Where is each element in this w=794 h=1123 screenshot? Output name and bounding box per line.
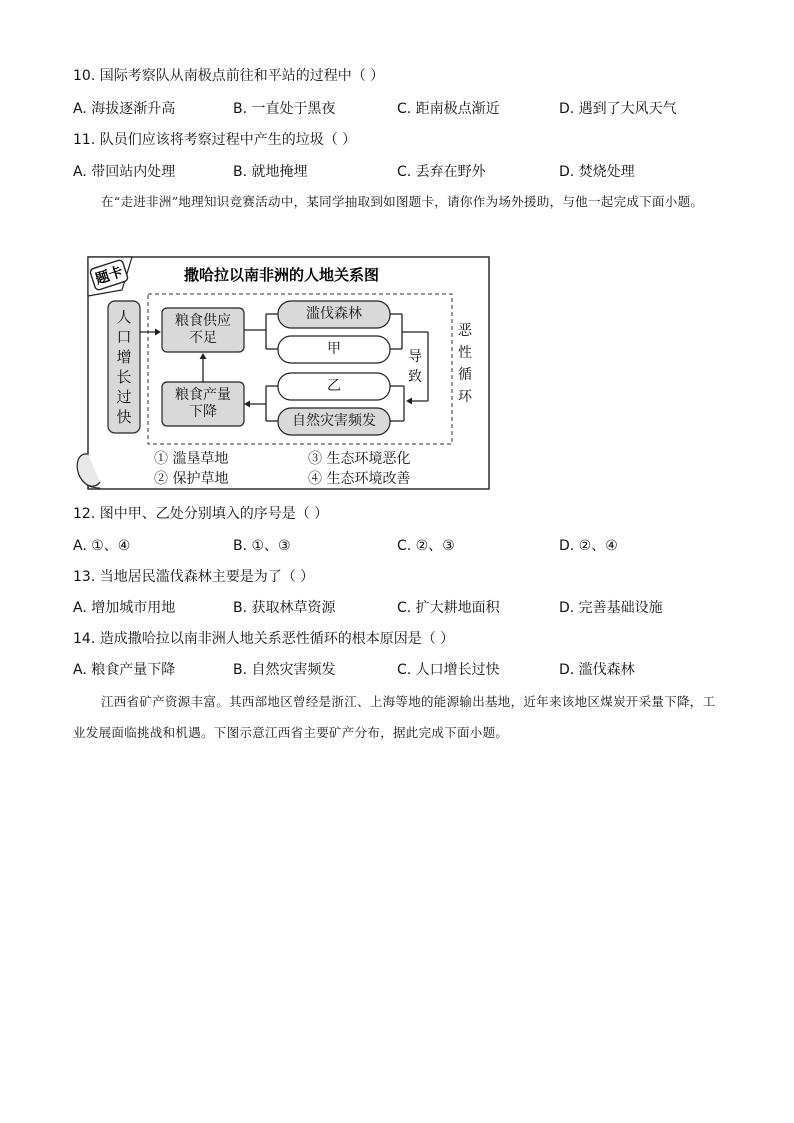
option-c: C. 距南极点渐近	[397, 101, 500, 117]
legend-item-4: ④ 生态环境改善	[308, 471, 411, 487]
vicious-cycle-char: 性	[458, 345, 472, 361]
question-13-options	[73, 599, 733, 619]
food-shortage-line2: 不足	[189, 330, 217, 346]
option-a: A. 海拔逐渐升高	[73, 101, 176, 117]
option-d: D. 焚烧处理	[559, 164, 635, 180]
food-decline-line2: 下降	[189, 404, 217, 420]
option-d: D. 滥伐森林	[559, 662, 635, 678]
vicious-cycle-char: 循	[458, 367, 472, 383]
question-13-stem: 13. 当地居民滥伐森林主要是为了（ ）	[73, 569, 315, 585]
population-char: 快	[116, 408, 132, 426]
lead-to-label	[405, 344, 425, 390]
vicious-cycle-label	[454, 318, 476, 410]
population-char: 口	[116, 328, 132, 346]
question-14-stem: 14. 造成撒哈拉以南非洲人地关系恶性循环的根本原因是（ ）	[73, 631, 455, 647]
option-d: D. 遇到了大风天气	[559, 101, 677, 117]
population-growth-box	[108, 303, 140, 431]
question-12-options	[73, 537, 733, 557]
question-14-options	[73, 661, 733, 681]
deforestation-box: 滥伐森林	[306, 306, 362, 322]
population-char: 人	[116, 308, 132, 326]
option-d: D. 完善基础设施	[559, 600, 663, 616]
question-12-stem: 12. 图中甲、乙处分别填入的序号是（ ）	[73, 506, 329, 522]
option-b: B. 自然灾害频发	[233, 662, 336, 678]
legend-item-3: ③ 生态环境恶化	[308, 451, 411, 467]
option-d: D. ②、④	[559, 538, 618, 554]
option-b: B. ①、③	[233, 538, 291, 554]
lead-to-char: 致	[408, 369, 422, 385]
option-a: A. ①、④	[73, 538, 131, 554]
question-10-options	[73, 100, 733, 120]
option-c: C. 丢弃在野外	[397, 164, 486, 180]
option-c: C. 人口增长过快	[397, 662, 500, 678]
blank-yi-box: 乙	[327, 378, 341, 394]
question-11-stem: 11. 队员们应该将考察过程中产生的垃圾（ ）	[73, 132, 357, 148]
question-11-options	[73, 163, 733, 183]
card-tag-label: 题卡	[93, 264, 126, 288]
option-a: A. 增加城市用地	[73, 600, 176, 616]
food-decline-box	[162, 382, 244, 426]
lead-to-char: 导	[408, 349, 422, 365]
population-char: 过	[116, 388, 132, 406]
food-decline-line1: 粮食产量	[175, 387, 231, 403]
option-b: B. 一直处于黑夜	[233, 101, 336, 117]
population-char: 长	[116, 368, 132, 386]
blank-jia-box: 甲	[327, 341, 341, 357]
option-c: C. ②、③	[397, 538, 455, 554]
option-b: B. 获取林草资源	[233, 600, 336, 616]
vicious-cycle-char: 环	[458, 389, 472, 405]
natural-disasters-box: 自然灾害频发	[292, 413, 376, 429]
option-a: A. 粮食产量下降	[73, 662, 176, 678]
legend-item-2: ② 保护草地	[154, 471, 229, 487]
food-shortage-box	[162, 308, 244, 352]
vicious-cycle-char: 恶	[458, 323, 472, 339]
question-10-stem: 10. 国际考察队从南极点前往和平站的过程中（ ）	[73, 68, 385, 84]
human-land-relationship-diagram	[72, 256, 490, 490]
food-shortage-line1: 粮食供应	[175, 313, 231, 329]
option-b: B. 就地掩埋	[233, 164, 308, 180]
population-char: 增	[116, 348, 132, 366]
passage-africa: 在“走进非洲”地理知识竞赛活动中，某同学抽取到如图题卡，请你作为场外援助，与他一起完成下面小题。	[101, 194, 704, 209]
passage-jiangxi: 江西省矿产资源丰富。其西部地区曾经是浙江、上海等地的能源输出基地，近年来该地区煤炭开采量下降，工业发展面临挑战和机遇。下图示意江西省主要矿产分布，据此完成下面小题。	[73, 694, 716, 740]
option-a: A. 带回站内处理	[73, 164, 176, 180]
legend-item-1: ① 滥垦草地	[154, 451, 229, 467]
diagram-title: 撒哈拉以南非洲的人地关系图	[184, 266, 380, 284]
option-c: C. 扩大耕地面积	[397, 600, 500, 616]
